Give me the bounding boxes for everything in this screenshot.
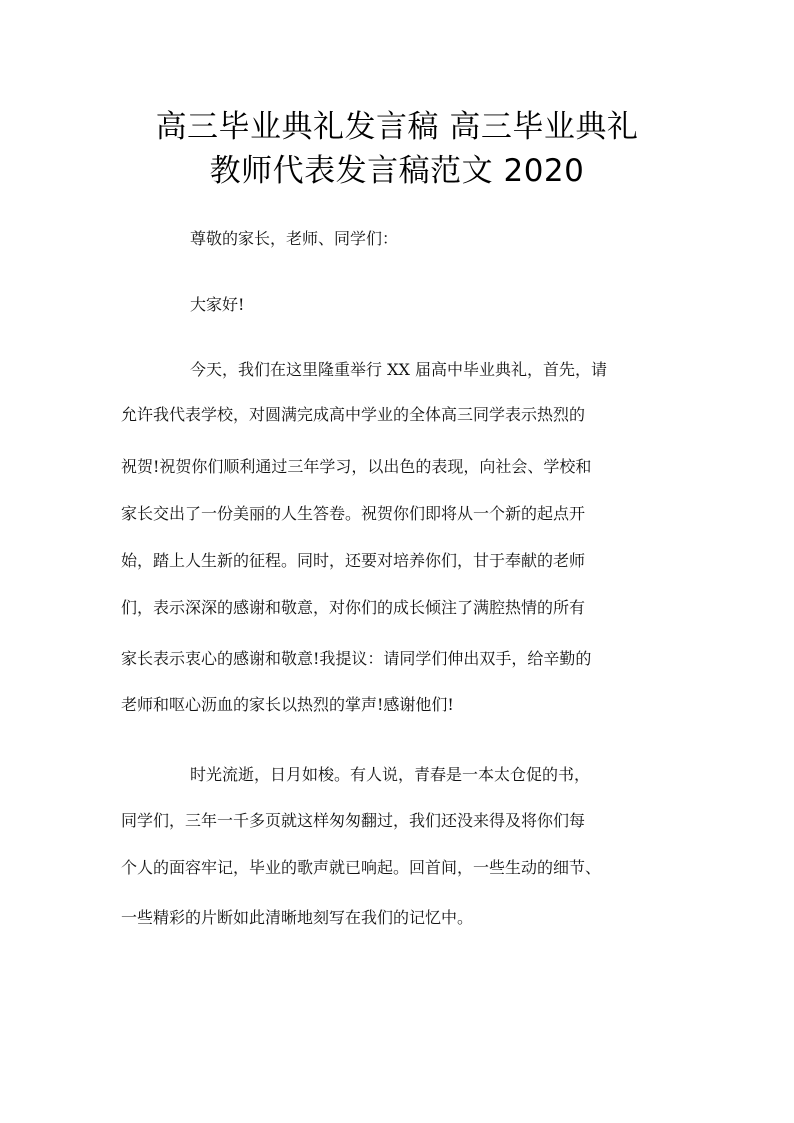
hello-line: 大家好! [190, 295, 245, 314]
document-title-line-1: 高三毕业典礼发言稿 高三毕业典礼 [155, 109, 639, 145]
document-title-line-2: 教师代表发言稿范文 2020 [209, 153, 585, 189]
paragraph1-line: 始，踏上人生新的征程。同时，还要对培养你们，甘于奉献的老师 [121, 551, 586, 570]
paragraph2-line: 个人的面容牢记，毕业的歌声就已响起。回首间，一些生动的细节、 [121, 858, 602, 877]
paragraph1-line: 祝贺!祝贺你们顺利通过三年学习，以出色的表现，向社会、学校和 [121, 457, 592, 476]
paragraph1-line: 今天，我们在这里隆重举行 XX 届高中毕业典礼，首先，请 [190, 360, 607, 379]
paragraph2-line: 时光流逝，日月如梭。有人说，青春是一本太仓促的书， [190, 765, 591, 784]
paragraph1-line: 家长交出了一份美丽的人生答卷。祝贺你们即将从一个新的起点开 [121, 504, 586, 523]
paragraph2-line: 一些精彩的片断如此清晰地刻写在我们的记忆中。 [121, 908, 474, 927]
paragraph1-line: 老师和呕心沥血的家长以热烈的掌声!感谢他们! [121, 695, 454, 714]
greeting-line: 尊敬的家长，老师、同学们： [190, 229, 399, 248]
paragraph2-line: 同学们，三年一千多页就这样匆匆翻过，我们还没来得及将你们每 [121, 811, 586, 830]
paragraph1-line: 家长表示衷心的感谢和敬意!我提议：请同学们伸出双手，给辛勤的 [121, 649, 592, 668]
paragraph1-line: 们，表示深深的感谢和敬意，对你们的成长倾注了满腔热情的所有 [121, 598, 586, 617]
paragraph1-line: 允许我代表学校，对圆满完成高中学业的全体高三同学表示热烈的 [121, 405, 586, 424]
